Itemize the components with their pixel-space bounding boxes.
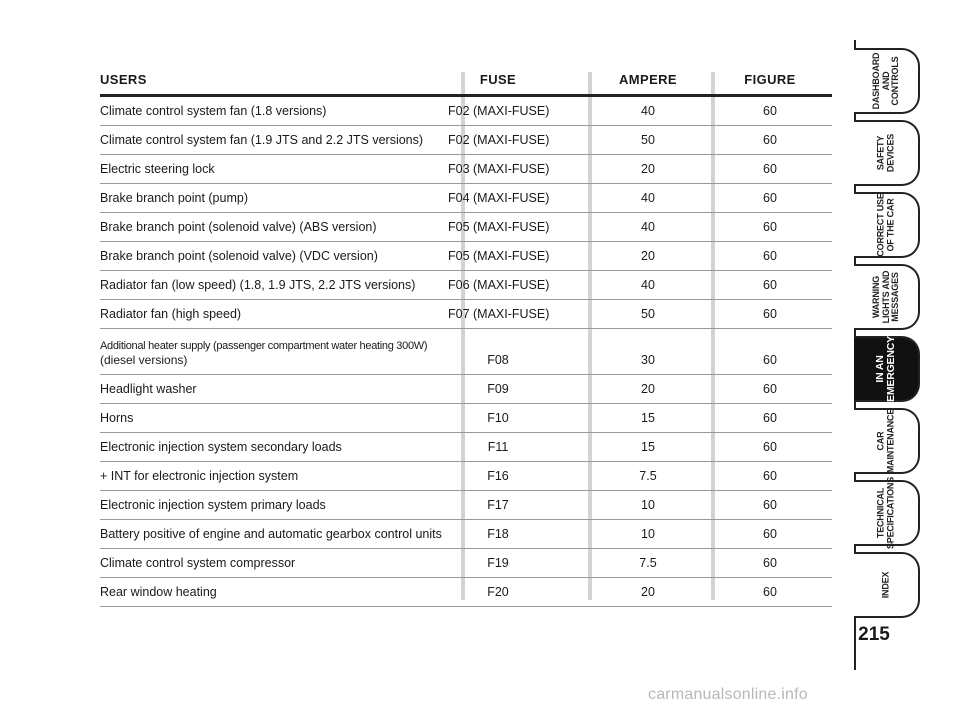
table-row <box>100 329 832 375</box>
fuse-cell: F20 <box>487 585 509 599</box>
tab-index[interactable] <box>854 552 920 618</box>
watermark: carmanualsonline.info <box>648 686 808 703</box>
tab-label: CORRECT USE OF THE CAR <box>875 193 895 257</box>
header-ampere: AMPERE <box>618 72 678 87</box>
table-row <box>100 300 832 329</box>
user-cell: Brake branch point (solenoid valve) (VDC version) <box>100 249 378 263</box>
page-number: 215 <box>858 624 890 645</box>
ampere-cell: 20 <box>641 585 655 599</box>
figure-cell: 60 <box>763 220 777 234</box>
tab-technical-specifications[interactable] <box>854 476 920 550</box>
tab-label: CAR MAINTENANCE <box>875 408 895 474</box>
fuse-cell: F08 <box>487 353 509 367</box>
fuse-cell: F10 <box>487 411 509 425</box>
tab-dashboard-and-controls[interactable] <box>854 48 920 114</box>
user-cell: Horns <box>100 411 134 425</box>
tab-label: WARNING LIGHTS AND MESSAGES <box>870 270 900 324</box>
fuse-cell: F03 (MAXI-FUSE) <box>448 162 550 176</box>
figure-cell: 60 <box>763 585 777 599</box>
ampere-cell: 10 <box>641 498 655 512</box>
user-cell-line1: Additional heater supply (passenger compartment water heating 300W) <box>100 340 428 352</box>
ampere-cell: 20 <box>641 162 655 176</box>
ampere-cell: 15 <box>641 411 655 425</box>
user-cell: Brake branch point (solenoid valve) (ABS version) <box>100 220 377 234</box>
figure-cell: 60 <box>763 278 777 292</box>
ampere-cell: 7.5 <box>639 469 657 483</box>
chapter-tab-sidebar <box>838 40 960 670</box>
table-row <box>100 433 832 462</box>
user-cell-line2: (diesel versions) <box>100 353 188 367</box>
tab-correct-use-of-the-car[interactable] <box>854 192 920 258</box>
header-figure: FIGURE <box>744 72 796 87</box>
table-row <box>100 242 832 271</box>
figure-cell: 60 <box>763 527 777 541</box>
user-cell: Climate control system fan (1.9 JTS and 2.2 JTS versions) <box>100 133 424 147</box>
fuse-cell: F02 (MAXI-FUSE) <box>448 104 550 118</box>
table-body <box>100 97 832 607</box>
figure-cell: 60 <box>763 411 777 425</box>
ampere-cell: 15 <box>641 440 655 454</box>
user-cell: Electronic injection system secondary loads <box>100 440 342 454</box>
fuse-table <box>100 68 832 607</box>
user-cell: Electronic injection system primary loads <box>100 498 326 512</box>
table-row <box>100 213 832 242</box>
tab-in-an-emergency[interactable] <box>854 336 920 402</box>
figure-cell: 60 <box>763 440 777 454</box>
fuse-cell: F07 (MAXI-FUSE) <box>448 307 550 321</box>
table-row <box>100 520 832 549</box>
tab-label: TECHNICAL SPECIFICATIONS <box>875 476 895 550</box>
fuse-cell: F05 (MAXI-FUSE) <box>448 220 550 234</box>
tab-safety-devices[interactable] <box>854 120 920 186</box>
user-cell <box>100 340 427 367</box>
figure-cell: 60 <box>763 469 777 483</box>
user-cell: Climate control system compressor <box>100 556 296 570</box>
figure-cell: 60 <box>763 382 777 396</box>
user-cell: Battery positive of engine and automatic gearbox control units <box>100 527 442 541</box>
figure-cell: 60 <box>763 162 777 176</box>
fuse-cell: F05 (MAXI-FUSE) <box>448 249 550 263</box>
figure-cell: 60 <box>763 498 777 512</box>
ampere-cell: 7.5 <box>639 556 657 570</box>
table-row <box>100 491 832 520</box>
user-cell: Climate control system fan (1.8 versions) <box>100 104 327 118</box>
table-row <box>100 578 832 607</box>
user-cell: Radiator fan (low speed) (1.8, 1.9 JTS, 2.2 JTS versions) <box>100 278 416 292</box>
fuse-cell: F06 (MAXI-FUSE) <box>448 278 550 292</box>
user-cell: Brake branch point (pump) <box>100 191 248 205</box>
tab-label: SAFETY DEVICES <box>875 133 895 173</box>
user-cell: Headlight washer <box>100 382 197 396</box>
fuse-cell: F18 <box>487 527 509 541</box>
ampere-cell: 10 <box>641 527 655 541</box>
tab-warning-lights-and-messages[interactable] <box>854 264 920 330</box>
table-row <box>100 549 832 578</box>
table-row <box>100 375 832 404</box>
tab-label: DASHBOARD AND CONTROLS <box>870 52 900 110</box>
tab-label: IN AN EMERGENCY <box>874 336 897 402</box>
ampere-cell: 40 <box>641 104 655 118</box>
fuse-cell: F09 <box>487 382 509 396</box>
tab-label: INDEX <box>880 571 891 599</box>
user-cell: Electric steering lock <box>100 162 215 176</box>
header-fuse: FUSE <box>479 72 517 87</box>
table-row <box>100 155 832 184</box>
table-row <box>100 404 832 433</box>
ampere-cell: 20 <box>641 249 655 263</box>
figure-cell: 60 <box>763 353 777 367</box>
table-row <box>100 462 832 491</box>
ampere-cell: 20 <box>641 382 655 396</box>
fuse-cell: F02 (MAXI-FUSE) <box>448 133 550 147</box>
figure-cell: 60 <box>763 556 777 570</box>
ampere-cell: 40 <box>641 191 655 205</box>
user-cell: Rear window heating <box>100 585 217 599</box>
figure-cell: 60 <box>763 307 777 321</box>
fuse-cell: F16 <box>487 469 509 483</box>
ampere-cell: 50 <box>641 307 655 321</box>
table-header <box>100 68 832 92</box>
ampere-cell: 30 <box>641 353 655 367</box>
table-row <box>100 126 832 155</box>
fuse-cell: F19 <box>487 556 509 570</box>
ampere-cell: 50 <box>641 133 655 147</box>
fuse-cell: F04 (MAXI-FUSE) <box>448 191 550 205</box>
user-cell: + INT for electronic injection system <box>100 469 299 483</box>
table-row <box>100 184 832 213</box>
figure-cell: 60 <box>763 249 777 263</box>
table-row <box>100 271 832 300</box>
figure-cell: 60 <box>763 191 777 205</box>
table-row <box>100 97 832 126</box>
fuse-cell: F17 <box>487 498 509 512</box>
figure-cell: 60 <box>763 133 777 147</box>
ampere-cell: 40 <box>641 220 655 234</box>
figure-cell: 60 <box>763 104 777 118</box>
header-users: USERS <box>100 72 147 87</box>
ampere-cell: 40 <box>641 278 655 292</box>
fuse-cell: F11 <box>487 440 509 454</box>
user-cell: Radiator fan (high speed) <box>100 307 242 321</box>
tab-car-maintenance[interactable] <box>854 408 920 474</box>
